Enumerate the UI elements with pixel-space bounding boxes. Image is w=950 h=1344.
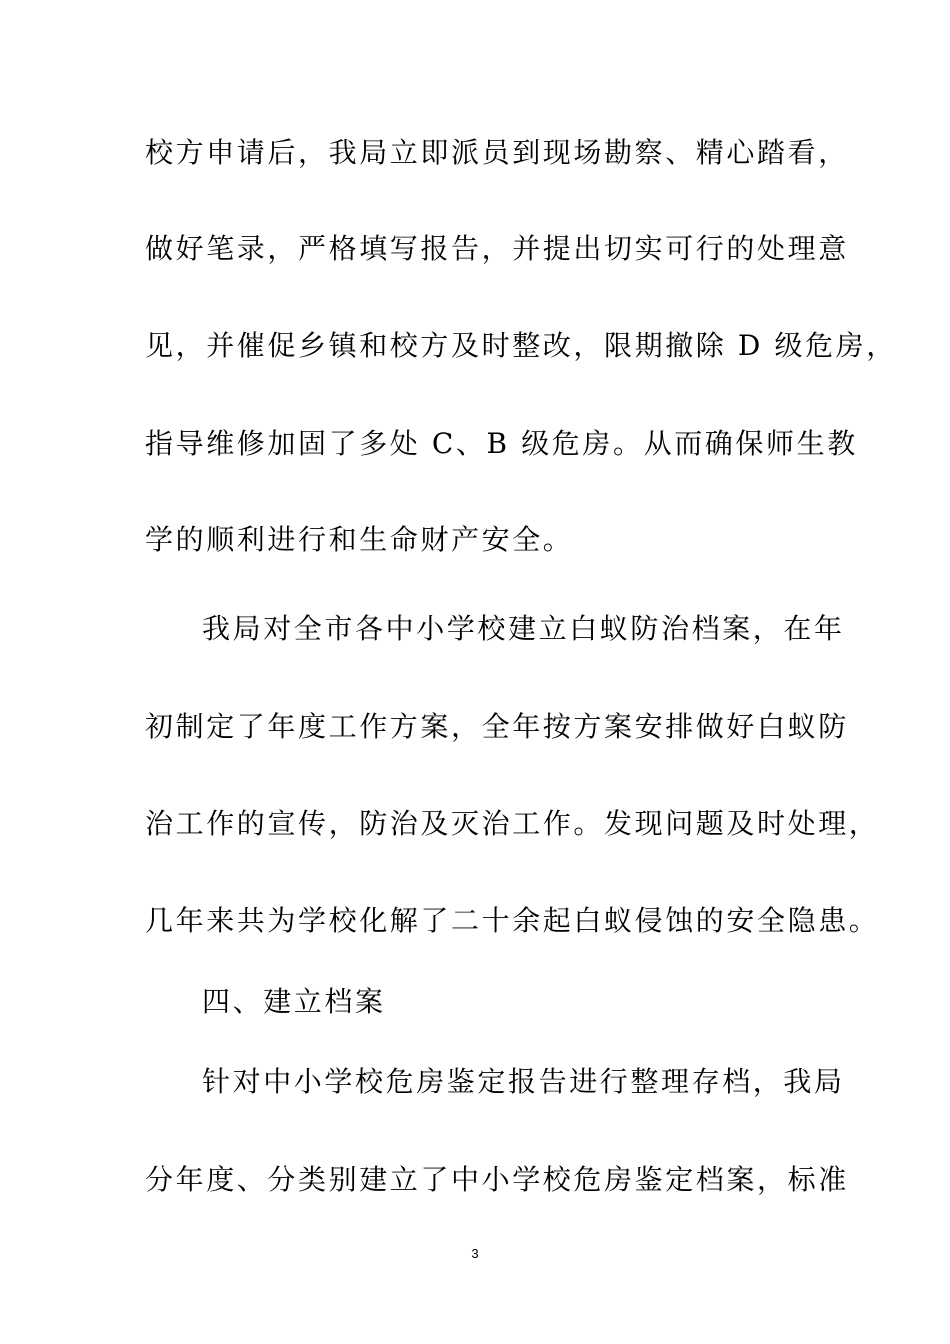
paragraph-start-line: 我局对全市各中小学校建立白蚁防治档案，在年 [202,612,845,645]
text-line-2: 做好笔录，严格填写报告，并提出切实可行的处理意 [145,232,849,265]
text-line-1: 校方申请后，我局立即派员到现场勘察、精心踏看， [145,136,849,169]
text-line-9: 几年来共为学校化解了二十余起白蚁侵蚀的安全隐患。 [145,904,880,937]
section-heading: 四、建立档案 [202,985,386,1018]
text-line-3: 见，并催促乡镇和校方及时整改，限期撤除 D 级危房， [145,329,897,362]
text-line-8: 治工作的宣传，防治及灭治工作。发现问题及时处理， [145,807,880,840]
page-number: 3 [471,1246,479,1261]
paragraph-start-line: 针对中小学校危房鉴定报告进行整理存档，我局 [202,1065,845,1098]
text-line-4: 指导维修加固了多处 C、B 级危房。从而确保师生教 [145,427,858,460]
text-line-5: 学的顺利进行和生命财产安全。 [145,523,574,556]
text-line-7: 初制定了年度工作方案，全年按方案安排做好白蚁防 [145,710,849,743]
text-line-12: 分年度、分类别建立了中小学校危房鉴定档案，标准 [145,1163,849,1196]
